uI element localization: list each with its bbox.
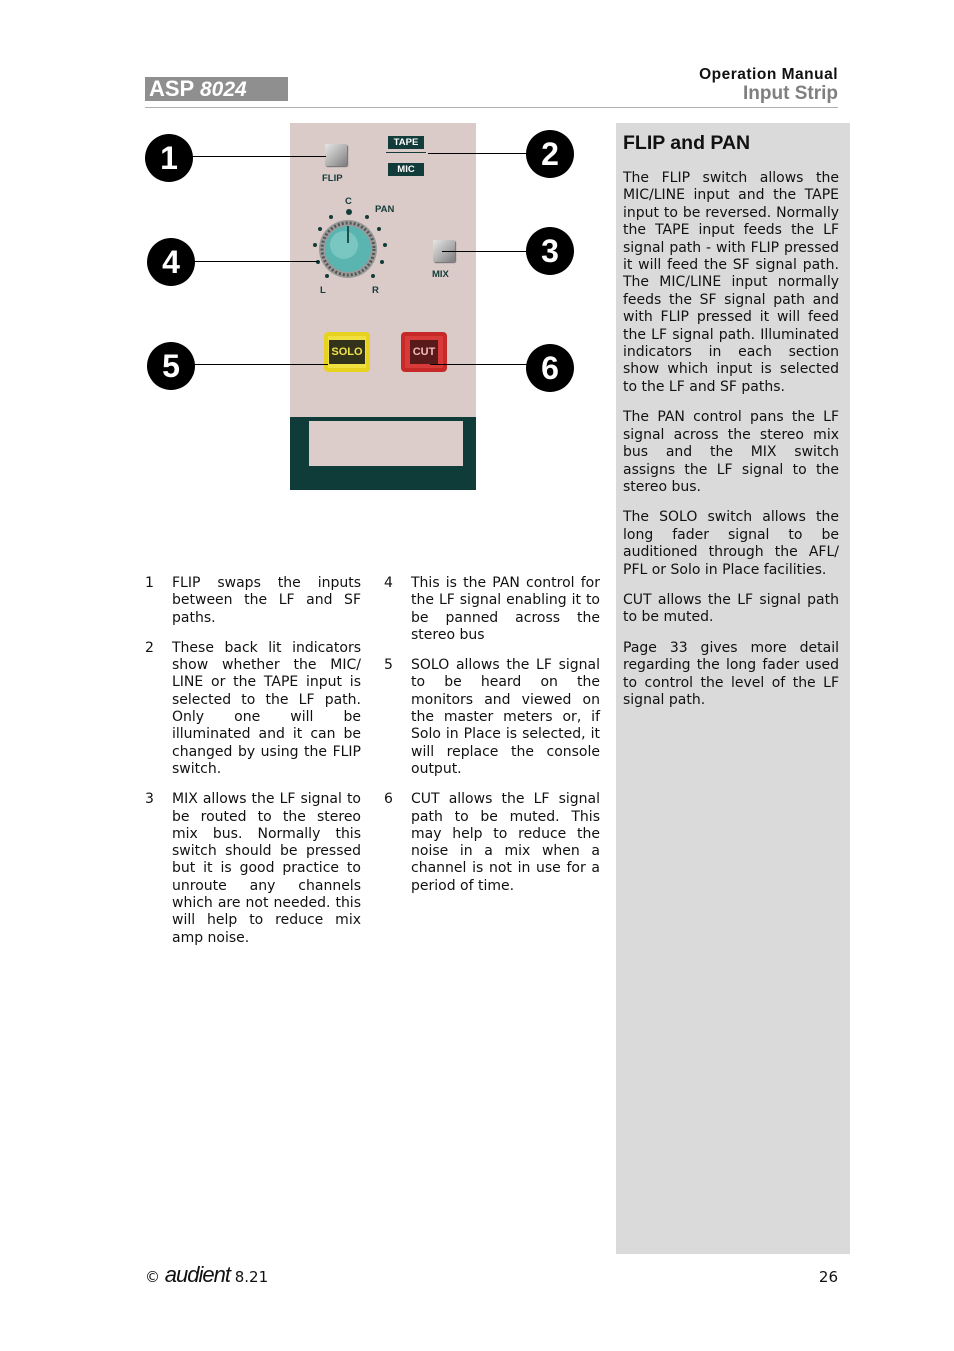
list-item [145, 791, 361, 947]
page-number: 26 [818, 1268, 838, 1286]
list-item [145, 575, 361, 627]
item-text: These back lit indicators show whether the MIC/ LINE or the TAPE input is selected to the LF path. Only one will be illuminated and it can be changed by using the FLIP switch. [172, 639, 361, 777]
header-divider [145, 107, 838, 108]
solo-label: SOLO [329, 340, 364, 364]
section-title: Input Strip [743, 83, 838, 104]
mic-indicator: MIC [388, 163, 424, 176]
cut-button[interactable] [401, 332, 447, 372]
flip-label: FLIP [322, 173, 343, 184]
logo-model: 8024 [199, 78, 247, 101]
pan-label: PAN [375, 204, 395, 215]
mix-label: MIX [432, 269, 449, 280]
callout-2: 2 [526, 130, 574, 178]
sidebar-paragraph: Page 33 gives more detail regarding the long fader used to control the level of the LF signal path. [623, 639, 839, 708]
item-number: 5 [384, 657, 393, 674]
scribble-strip [309, 421, 463, 466]
pan-left-label: L [320, 285, 326, 296]
sidebar-body [623, 170, 839, 722]
list-item [384, 657, 600, 778]
sidebar-paragraph: The SOLO switch allows the long fader signal to be auditioned through the AFL/ PFL or Solo in Place facilities. [623, 509, 839, 578]
item-number: 4 [384, 575, 393, 591]
sidebar-paragraph: CUT allows the LF signal path to be muted. [623, 591, 839, 626]
callout-5: 5 [147, 342, 195, 390]
pan-centre-label: C [345, 196, 352, 207]
callout-6: 6 [526, 344, 574, 392]
item-number: 1 [145, 575, 154, 591]
copyright-symbol: © [145, 1268, 160, 1286]
cut-label: CUT [410, 340, 439, 364]
item-text: MIX allows the LF signal to be routed to the stereo mix bus. Normally this switch should be pressed but it is good practice to unroute any channels which are not needed. this will help to reduce mix amp noise. [172, 791, 361, 946]
version-number: 8.21 [234, 1268, 269, 1286]
footer-copyright [145, 1262, 268, 1288]
manual-title: Operation Manual [699, 66, 838, 83]
sidebar-title: FLIP and PAN [623, 132, 751, 154]
tape-indicator: TAPE [388, 136, 424, 149]
logo-prefix: ASP [149, 76, 194, 101]
pan-knob[interactable] [305, 205, 395, 295]
brand-logo: audient [164, 1262, 230, 1287]
numbered-list-left [145, 575, 361, 960]
list-item [384, 791, 600, 895]
callout-3: 3 [526, 227, 574, 275]
list-item [145, 640, 361, 778]
item-number: 2 [145, 639, 154, 656]
product-logo [145, 77, 288, 101]
list-item [384, 575, 600, 644]
sidebar-paragraph: The FLIP switch allows the MIC/LINE input and the TAPE input to be reversed. Normally the TAPE input feeds the LF signal path - with FLIP pressed it will feed the SF signal path. The MIC/LINE input normally feeds the SF signal path and with FLIP pressed it will feed the LF signal path. Illuminated indicators in each section show which input is selected to the LF and SF paths. [623, 170, 839, 395]
item-number: 6 [384, 791, 393, 808]
sidebar-paragraph: The PAN control pans the LF signal across the stereo mix bus and the MIX switch assigns the LF signal to the stereo bus. [623, 409, 839, 495]
flip-button[interactable] [325, 144, 347, 166]
pan-right-label: R [372, 285, 379, 296]
numbered-list-right [384, 575, 600, 908]
callout-1: 1 [145, 134, 193, 182]
item-text: FLIP swaps the inputs between the LF and SF paths. [172, 575, 361, 626]
item-text: CUT allows the LF signal path to be muted. This may help to reduce the noise in a mix when a channel is not in use for a period of time. [411, 791, 600, 894]
callout-4: 4 [147, 238, 195, 286]
indicator-divider [386, 152, 426, 153]
item-text: This is the PAN control for the LF signal enabling it to be panned across the stereo bus [411, 575, 600, 643]
item-number: 3 [145, 791, 154, 808]
item-text: SOLO allows the LF signal to be heard on the monitors and viewed on the master meters or, if Solo in Place is selected, it will replace the console output. [411, 657, 600, 777]
solo-button[interactable] [324, 332, 370, 372]
callout-line-1 [170, 156, 326, 157]
